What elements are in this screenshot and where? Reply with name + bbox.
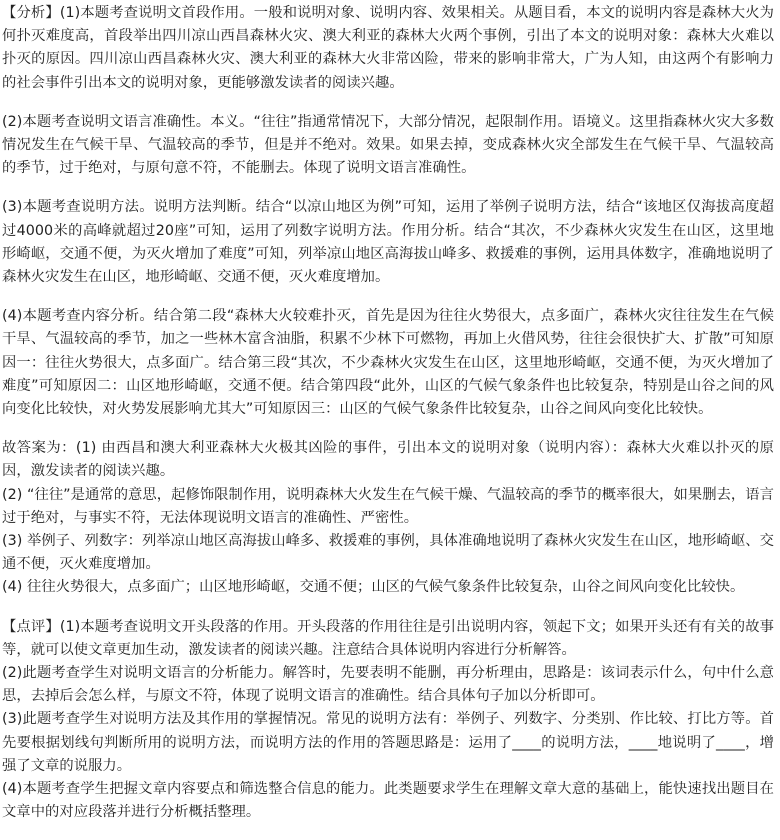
analysis-paragraph-2: (2)本题考查说明文语言准确性。本义。“往往”指通常情况下，大部分情况，起限制作用。语境义。这里指森林火灾大多数情况发生在气候干旱、气温较高的季节，但是并不绝对。效果。如果去掉，变成森林火灾全部发生在气候干旱、气温较高的季节，过于绝对，与原句意不符，不能删去。体现了说明文语言准确性。	[2, 113, 774, 177]
comment-text-1: (1)本题考查说明文开头段落的作用。开头段落的作用往往是引出说明内容，领起下文；如果开头还有有关的故事等，就可以使文章更加生动，激发读者的阅读兴趣。注意结合具体说明内容进行分析解答。	[2, 618, 775, 658]
analysis-paragraph-1	[2, 2, 774, 95]
answer-item-4: (4) 往往火势很大，点多面广；山区地形崎岖，交通不便；山区的气候气象条件比较复杂，山谷之间风向变化比较快。	[2, 579, 745, 596]
comment-paragraph-4: (4)本题考查学生把握文章内容要点和筛选整合信息的能力。此类题要求学生在理解文章大意的基础上，能快速找出题目在文章中的对应段落并进行分析概括整理。	[2, 781, 774, 821]
solution-document	[0, 2, 780, 840]
analysis-paragraph-4: (4)本题考查内容分析。结合第二段“森林大火较难扑灭，首先是因为往往火势很大，点多面广，森林火灾往往发生在气候干旱、气温较高的季节，加之一些林木富含油脂，积累不少林下可燃物，再加上火借风势，往往会很快扩大、扩散”可知原因一：往往火势很大，点多面广。结合第三段“其次，不少森林火灾发生在山区，这里地形崎岖，交通不便，为灭火增加了难度”可知原因二：山区地形崎岖，交通不便。结合第四段“此外，山区的气候气象条件也比较复杂，特别是山谷之间的风向变化比较快，对火势发展影响尤其大”可知原因三：山区的气候气象条件比较复杂，山谷之间风向变化比较快。	[2, 308, 774, 418]
analysis-label: 【分析】	[2, 5, 60, 21]
comment-paragraph-1	[2, 616, 774, 662]
answer-item-1: 故答案为：(1) 由西昌和澳大利亚森林大火极其凶险的事件，引出本文的说明对象（说明内容）：森林大火难以扑灭的原因，激发读者的阅读兴趣。	[2, 440, 774, 480]
answer-item-3: (3) 举例子、列数字：列举凉山地区高海拔山峰多、救援难的事例，具体准确地说明了森林火灾发生在山区，地形崎岖、交通不便，灭火难度增加。	[2, 533, 774, 573]
comment-label: 【点评】	[2, 618, 60, 635]
analysis-paragraph-3: (3)本题考查说明方法。说明方法判断。结合“以凉山地区为例”可知，运用了举例子说明方法，结合“该地区仅海拔高度超过4000米的高峰就超过20座”可知，运用了列数字说明方法。作用分析。结合“其次，不少森林火灾发生在山区，这里地形崎岖，交通不便，为灭火增加了难度”可知，列举凉山地区高海拔山峰多、救援难的事例，运用具体数字，准确地说明了森林火灾发生在山区，地形崎岖、交通不便，灭火难度增加。	[2, 199, 774, 286]
comment-paragraph-2: (2)此题考查学生对说明文语言的分析能力。解答时，先要表明不能删，再分析理由，思路是：该词表示什么，句中什么意思，去掉后会怎么样，与原文不符，体现了说明文语言的准确性。结合具体句子加以分析即可。	[2, 665, 774, 705]
analysis-text-1: (1)本题考查说明文首段作用。一般和说明对象、说明内容、效果相关。从题目看，本文的说明内容是森林大火为何扑灭难度高，首段举出四川凉山西昌森林火灾、澳大利亚的森林大火两个事例，引出了本文的说明对象：森林大火难以扑灭的原因。四川凉山西昌森林火灾、澳大利亚的森林大火非常凶险，带来的影响非常大，广为人知，由这两个有影响力的社会事件引出本文的说明对象，更能够激发读者的阅读兴趣。	[2, 5, 775, 91]
comment-paragraph-3: (3)此题考查学生对说明方法及其作用的掌握情况。常见的说明方法有：举例子、列数字、分类别、作比较、打比方等。首先要根据划线句判断所用的说明方法，而说明方法的作用的答题思路是：运用了____的说明方法，____地说明了____，增强了文章的说服力。	[2, 711, 774, 774]
answer-item-2: (2) “往往”是通常的意思，起修饰限制作用，说明森林大火发生在气候干燥、气温较高的季节的概率很大，如果删去，语言过于绝对，与事实不符，无法体现说明文语言的准确性、严密性。	[2, 486, 774, 526]
